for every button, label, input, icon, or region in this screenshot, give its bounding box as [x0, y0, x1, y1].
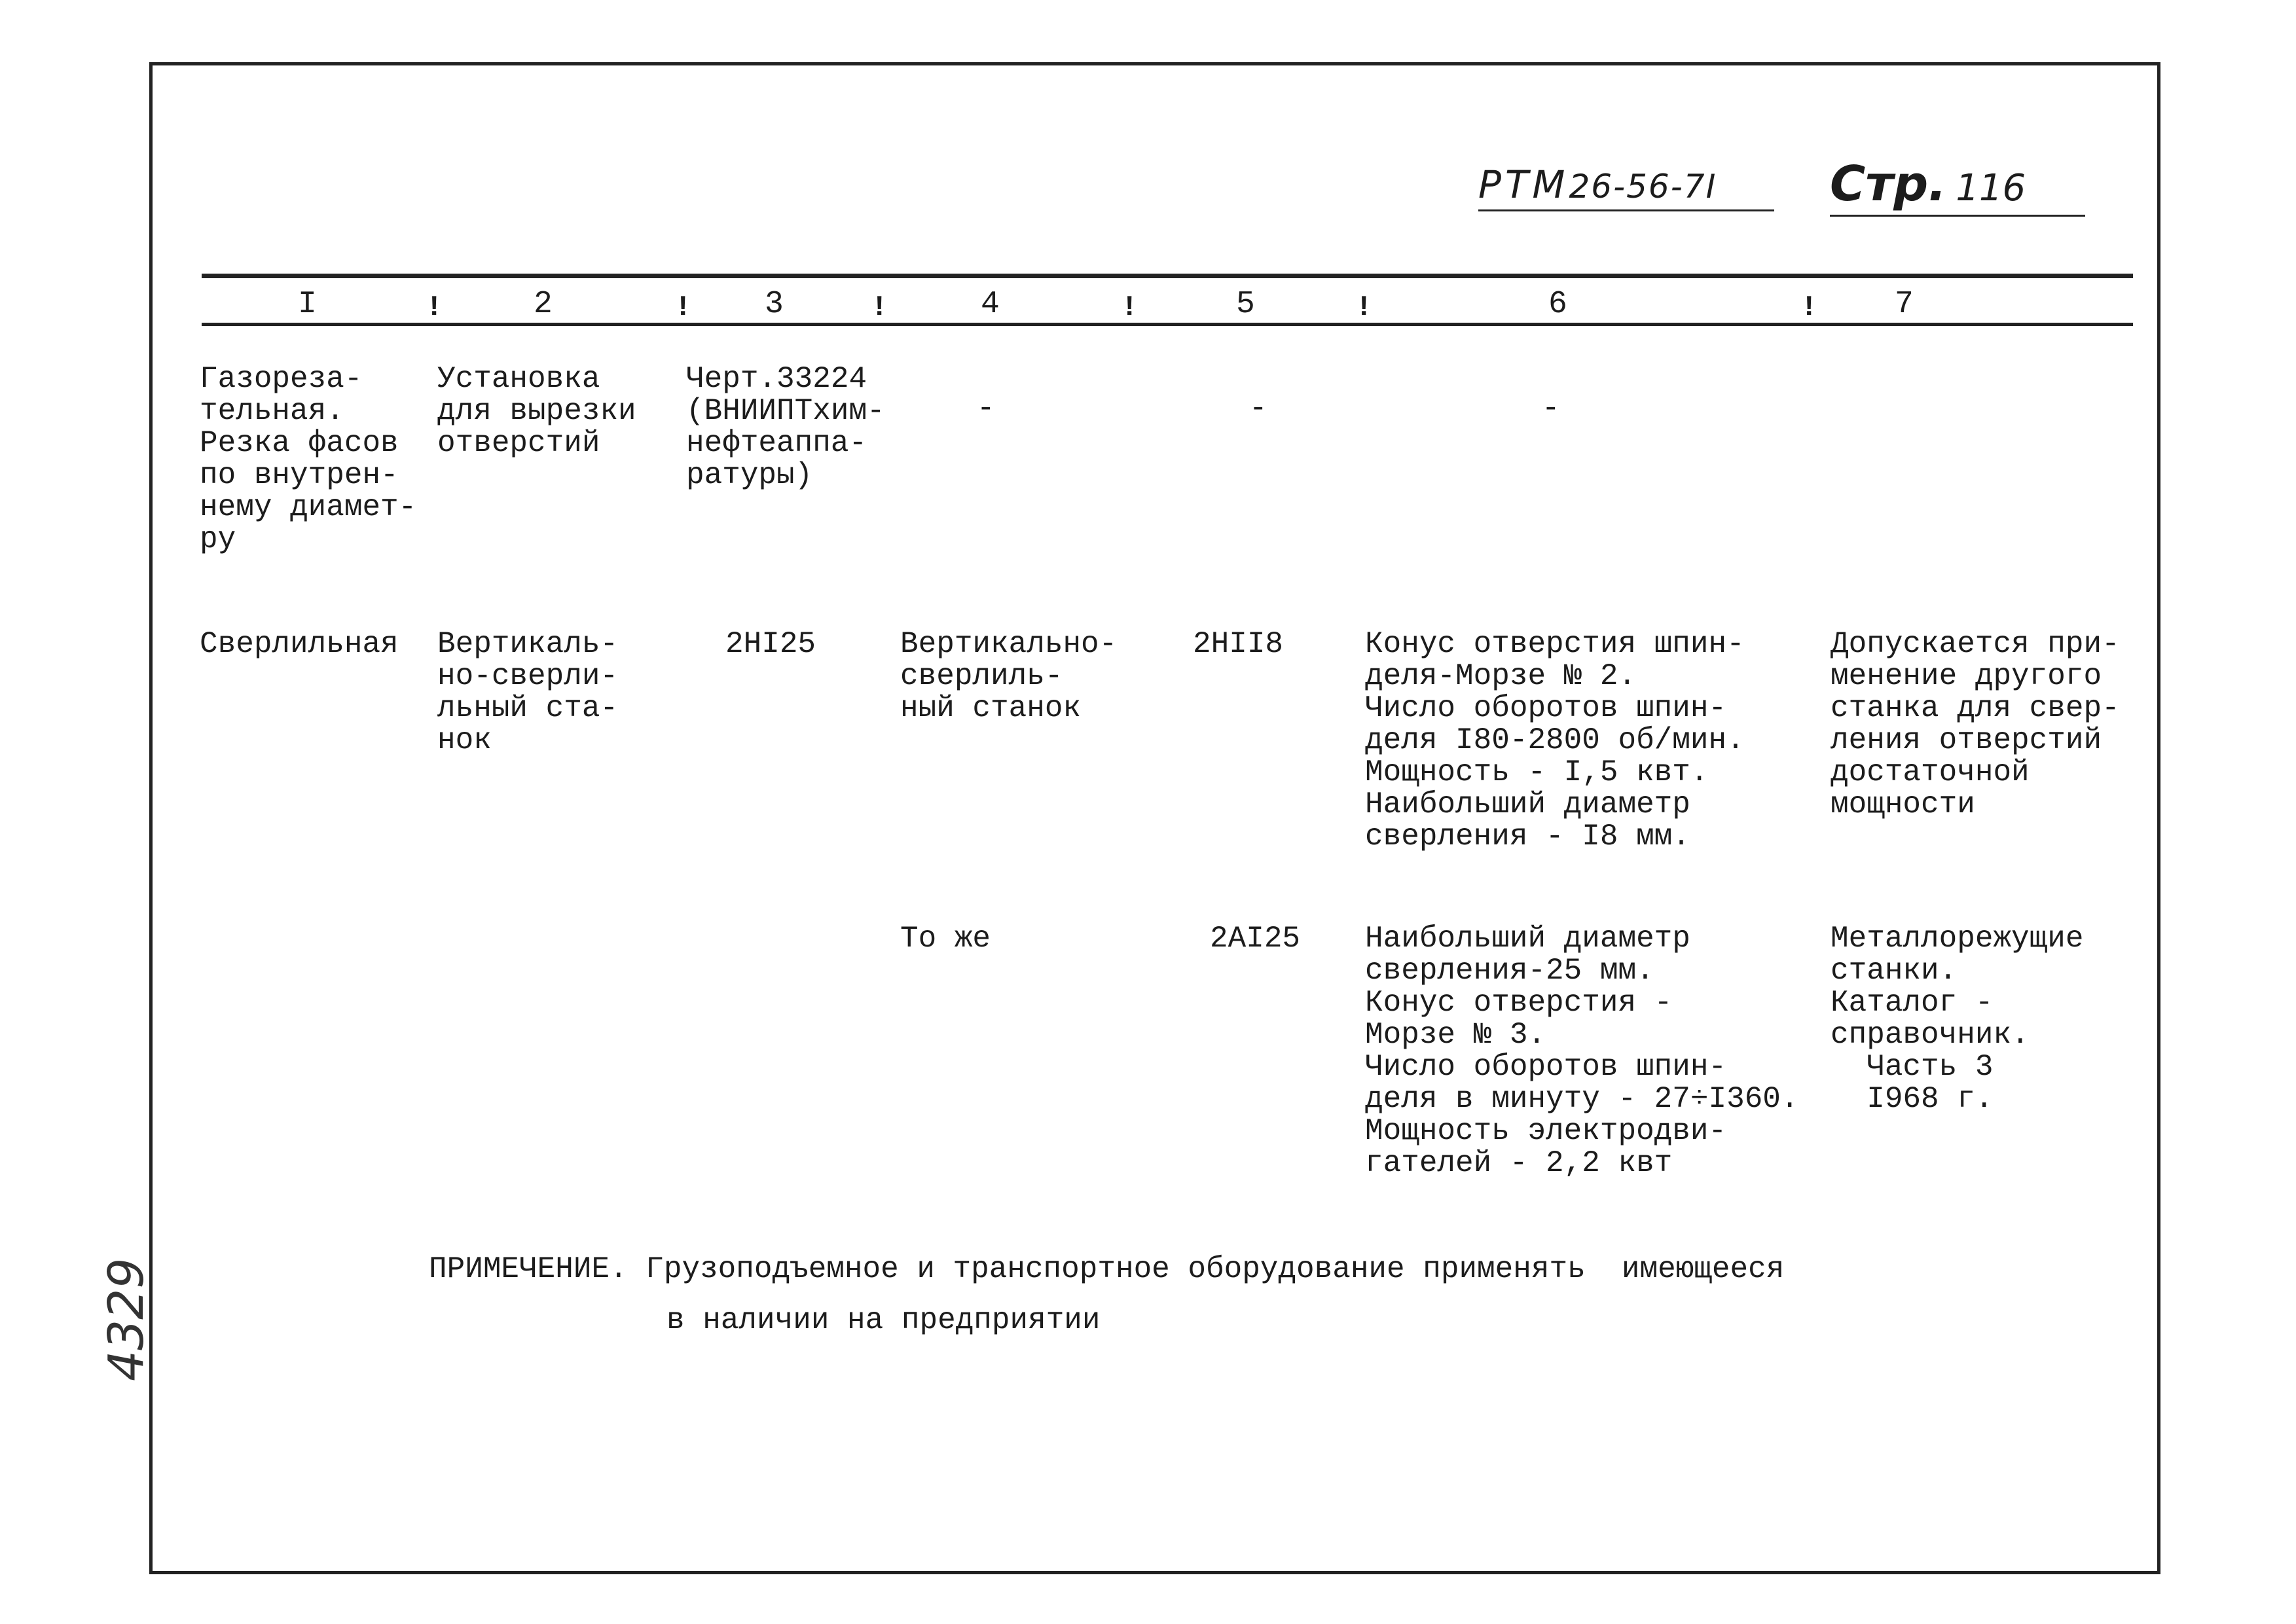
- page-number-label: [1830, 156, 2085, 217]
- column-separator: !: [1355, 291, 1373, 324]
- margin-handwritten-number: 4329: [98, 1257, 155, 1381]
- column-number-7: 7: [1895, 287, 1914, 322]
- column-separator: !: [674, 291, 692, 324]
- row1-drawing: Черт.33224 (ВНИИПТхим- нефтеаппа- ратуры): [686, 362, 885, 492]
- row3-alt-model: 2АI25: [1210, 922, 1301, 956]
- column-separator: !: [1121, 291, 1139, 324]
- row3-alt-equipment: То же: [900, 922, 991, 956]
- column-number-6: 6: [1548, 287, 1567, 322]
- column-separator: !: [871, 291, 888, 324]
- row3-specs: Наибольший диаметр сверления-25 мм. Конус отверстия - Морзе № 3. Число оборотов шпин- деля в минуту - 27÷I360. Мощность электродви- гателей - 2,2 квт: [1365, 922, 1799, 1180]
- row2-model: 2НI25: [725, 627, 816, 661]
- note-line-2: в наличии на предприятии: [666, 1303, 1101, 1337]
- document-code: [1478, 162, 1774, 211]
- column-number-5: 5: [1236, 287, 1255, 322]
- row2-equipment: Вертикаль- но-сверли- льный ста- нок: [437, 627, 619, 757]
- note-line-1: ПРИМЕЧЕНИЕ. Грузоподъемное и транспортное оборудование применять имеющееся: [429, 1252, 1785, 1286]
- row2-alt-model: 2НII8: [1193, 627, 1284, 661]
- row1-col4: -: [977, 391, 995, 425]
- page-number: 116: [1956, 167, 2026, 209]
- table-header-rule: [202, 323, 2133, 326]
- column-number-1: I: [298, 287, 317, 322]
- table-top-rule: [202, 274, 2133, 278]
- column-number-2: 2: [534, 287, 553, 322]
- doc-prefix: РТМ: [1478, 162, 1569, 207]
- row3-remarks: Металлорежущие станки. Каталог - справочник. Часть 3 I968 г.: [1831, 922, 2084, 1116]
- row1-col5: -: [1249, 391, 1267, 425]
- page-prefix: Стр.: [1830, 156, 1947, 212]
- row1-equipment: Установка для вырезки отверстий: [437, 362, 636, 460]
- column-number-4: 4: [981, 287, 1000, 322]
- row2-operation: Сверлильная: [200, 627, 399, 661]
- column-separator: !: [426, 291, 443, 324]
- column-number-3: 3: [765, 287, 784, 322]
- doc-number: 26-56-7I: [1569, 168, 1717, 206]
- row1-col6: -: [1542, 391, 1560, 425]
- row2-alt-equipment: Вертикально- сверлиль- ный станок: [900, 627, 1118, 725]
- row2-specs: Конус отверстия шпин- деля-Морзе № 2. Число оборотов шпин- деля I80-2800 об/мин. Мощность - I,5 квт. Наибольший диаметр сверления - I8 мм.: [1365, 627, 1745, 854]
- row1-operation: Газореза- тельная. Резка фасов по внутрен- нему диамет- ру: [200, 362, 417, 556]
- column-separator: !: [1800, 291, 1818, 324]
- row2-remarks: Допускается при- менение другого станка для свер- ления отверстий достаточной мощности: [1831, 627, 2120, 821]
